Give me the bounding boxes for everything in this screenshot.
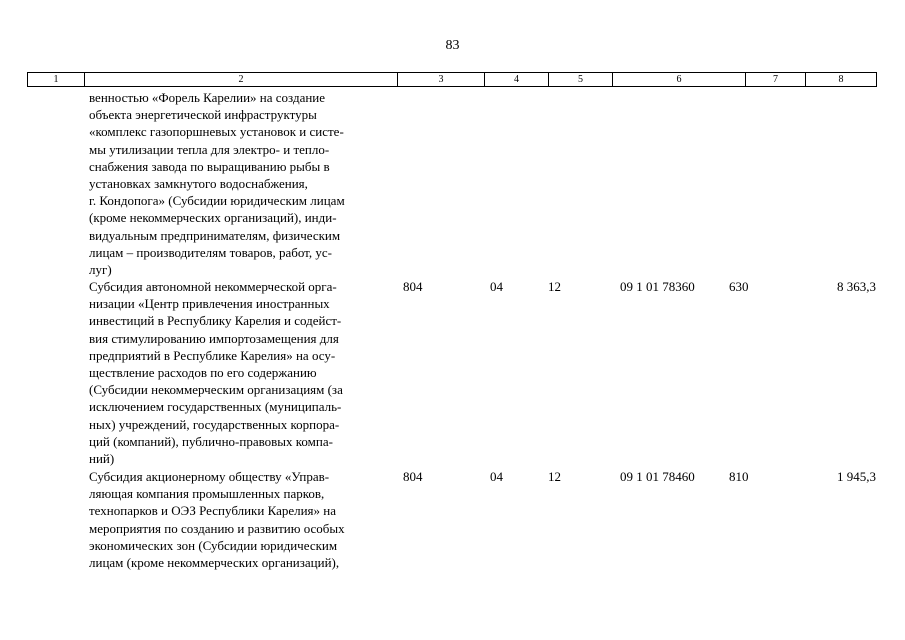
- column-header-1: 1: [27, 73, 84, 86]
- description-line: вия стимулированию импортозамещения для: [89, 330, 339, 346]
- row-description: [89, 278, 399, 467]
- cell-col5: 12: [548, 469, 561, 484]
- description-line: (кроме некоммерческих организаций), инди-: [89, 210, 337, 226]
- description-line: инвестиций в Республику Карелия и содейст-: [89, 313, 342, 329]
- cell-col6: 09 1 01 78360: [620, 279, 695, 294]
- description-line: мы утилизации тепла для электро- и тепло-: [89, 141, 330, 157]
- description-line: исключением государственных (муниципаль-: [89, 399, 342, 415]
- cell-col6: 09 1 01 78460: [620, 469, 695, 484]
- cell-col3: 804: [403, 469, 423, 484]
- column-header-8: 8: [805, 73, 877, 86]
- description-line: ных) учреждений, государственных корпора-: [89, 416, 340, 432]
- description-line: установках замкнутого водоснабжения,: [89, 176, 308, 192]
- row-description: [89, 89, 399, 278]
- description-line: Субсидия автономной некоммерческой орга-: [89, 279, 337, 294]
- description-line: (Субсидии некоммерческим организациям (за: [89, 382, 343, 398]
- column-header-3: 3: [397, 73, 484, 86]
- cell-col7: 630: [729, 279, 749, 294]
- description-line: лицам – производителям товаров, работ, ус-: [89, 244, 332, 260]
- cell-col3: 804: [403, 279, 423, 294]
- description-line: ний): [89, 451, 115, 467]
- description-line: объекта энергетической инфраструктуры: [89, 107, 317, 123]
- column-header-2: 2: [84, 73, 397, 86]
- description-line: Субсидия акционерному обществу «Управ-: [89, 469, 330, 484]
- description-line: ществление расходов по его содержанию: [89, 365, 317, 381]
- description-line: предприятий в Республике Карелия» на осу-: [89, 347, 336, 363]
- description-line: ций (компаний), публично-правовых компа-: [89, 433, 333, 449]
- column-header-6: 6: [612, 73, 745, 86]
- description-line: «комплекс газопоршневых установок и систе-: [89, 124, 344, 140]
- cell-col7: 810: [729, 469, 749, 484]
- column-header-7: 7: [745, 73, 805, 86]
- table-header-row: [27, 72, 877, 87]
- description-line: г. Кондопога» (Субсидии юридическим лицам: [89, 193, 345, 209]
- cell-col8: 8 363,3: [837, 279, 876, 294]
- description-line: низации «Центр привлечения иностранных: [89, 296, 330, 312]
- description-line: луг): [89, 262, 112, 278]
- description-line: ляющая компания промышленных парков,: [89, 486, 325, 502]
- cell-col8: 1 945,3: [837, 469, 876, 484]
- description-line: технопарков и ОЭЗ Республики Карелия» на: [89, 503, 337, 519]
- page-number: 83: [445, 38, 460, 53]
- description-line: видуальным предпринимателям, физическим: [89, 227, 341, 243]
- row-description: [89, 468, 399, 571]
- cell-col5: 12: [548, 279, 561, 294]
- column-header-4: 4: [484, 73, 548, 86]
- description-line: лицам (кроме некоммерческих организаций),: [89, 555, 340, 571]
- column-header-5: 5: [548, 73, 612, 86]
- description-line: мероприятия по созданию и развитию особых: [89, 520, 345, 536]
- cell-col4: 04: [490, 469, 503, 484]
- description-line: венностью «Форель Карелии» на создание: [89, 90, 326, 105]
- description-line: экономических зон (Субсидии юридическим: [89, 537, 338, 553]
- description-line: снабжения завода по выращиванию рыбы в: [89, 158, 330, 174]
- cell-col4: 04: [490, 279, 503, 294]
